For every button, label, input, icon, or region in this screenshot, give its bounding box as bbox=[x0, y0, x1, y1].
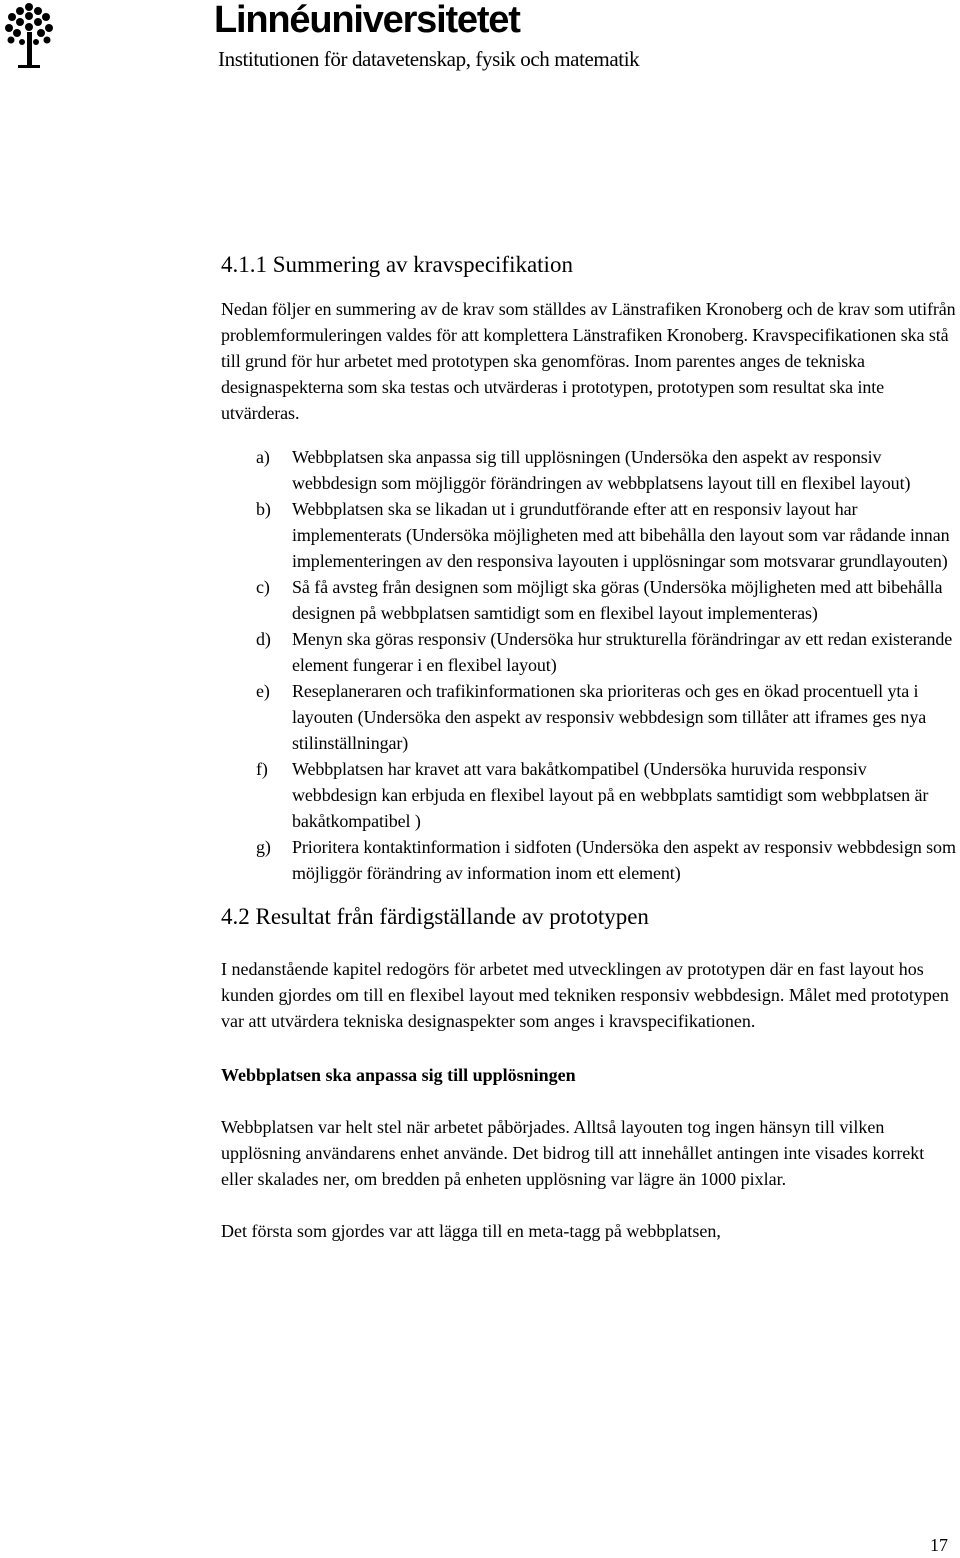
list-item-text: Webbplatsen har kravet att vara bakåtkompatibel (Undersöka huruvida responsiv webbdesign kan erbjuda en flexibel layout på en webbplats samtidigt som webbplatsen är bakåtkompatibel ) bbox=[292, 759, 929, 831]
page-header bbox=[0, 0, 960, 80]
page-content bbox=[221, 250, 956, 1244]
paragraph: Webbplatsen var helt stel när arbetet påbörjades. Alltså layouten tog ingen hänsyn till vilken upplösning användarens enhet använde. Det bidrog till att innehållet antingen inte visades korrekt eller skalades ner, om bredden på enheten upplösning var lägre än 1000 pixlar. bbox=[221, 1117, 925, 1189]
list-item bbox=[256, 574, 956, 626]
list-item-label: g) bbox=[256, 837, 271, 857]
list-item-text: Webbplatsen ska anpassa sig till upplösningen (Undersöka den aspekt av responsiv webbdesign som möjliggör förändringen av webbplatsens layout till en flexibel layout) bbox=[292, 447, 911, 493]
list-item bbox=[256, 756, 956, 834]
paragraph: Det första som gjordes var att lägga till en meta-tagg på webbplatsen, bbox=[221, 1221, 721, 1241]
section-heading-4-1-1: 4.1.1 Summering av kravspecifikation bbox=[221, 252, 573, 277]
list-item-label: a) bbox=[256, 447, 270, 467]
tree-icon bbox=[4, 2, 54, 68]
section-intro: Nedan följer en summering av de krav som ställdes av Länstrafiken Kronoberg och de krav som utifrån problemformuleringen valdes för att komplettera Länstrafiken Kronoberg. Kravspecifikationen ska stå till grund för hur arbetet med prototypen ska genomföras. Inom parentes anges de tekniska designaspekterna som ska testas och utvärderas i prototypen, prototypen som resultat ska inte utvärderas. bbox=[221, 299, 956, 423]
university-name: Linnéuniversitetet bbox=[214, 0, 520, 41]
subheading: Webbplatsen ska anpassa sig till upplösningen bbox=[221, 1065, 576, 1085]
list-item bbox=[256, 444, 956, 496]
list-item-label: d) bbox=[256, 629, 271, 649]
section-heading-4-2: 4.2 Resultat från färdigställande av prototypen bbox=[221, 904, 649, 929]
list-item bbox=[256, 678, 956, 756]
page-number: 17 bbox=[930, 1535, 948, 1555]
list-item-text: Webbplatsen ska se likadan ut i grundutförande efter att en responsiv layout har implementerats (Undersöka möjligheten med att bibehålla den layout som var rådande innan implementeringen av den responsiva layouten i upplösningar som motsvarar grundlayouten) bbox=[292, 499, 950, 571]
list-item-label: c) bbox=[256, 577, 270, 597]
list-item bbox=[256, 496, 956, 574]
section-intro-4-2: I nedanstående kapitel redogörs för arbetet med utvecklingen av prototypen där en fast layout hos kunden gjordes om till en flexibel layout med tekniken responsiv webbdesign. Målet med prototypen var att utvärdera tekniska designaspekter som anges i kravspecifikationen. bbox=[221, 959, 949, 1031]
list-item-text: Prioritera kontaktinformation i sidfoten (Undersöka den aspekt av responsiv webbdesign som möjliggör förändring av information inom ett element) bbox=[292, 837, 956, 883]
list-item-text: Reseplaneraren och trafikinformationen ska prioriteras och ges en ökad procentuell yta i layouten (Undersöka den aspekt av responsiv webbdesign som tillåter att iframes ges nya stilinställningar) bbox=[292, 681, 927, 753]
list-item bbox=[256, 626, 956, 678]
requirements-list bbox=[221, 444, 956, 886]
list-item-text: Menyn ska göras responsiv (Undersöka hur strukturella förändringar av ett redan existerande element fungerar i en flexibel layout) bbox=[292, 629, 953, 675]
list-item-label: b) bbox=[256, 499, 271, 519]
institution-name: Institutionen för datavetenskap, fysik och matematik bbox=[218, 47, 640, 71]
list-item bbox=[256, 834, 956, 886]
list-item-label: e) bbox=[256, 681, 270, 701]
list-item-label: f) bbox=[256, 759, 268, 779]
list-item-text: Så få avsteg från designen som möjligt ska göras (Undersöka möjligheten med att bibehålla designen på webbplatsen samtidigt som en flexibel layout implementeras) bbox=[292, 577, 943, 623]
